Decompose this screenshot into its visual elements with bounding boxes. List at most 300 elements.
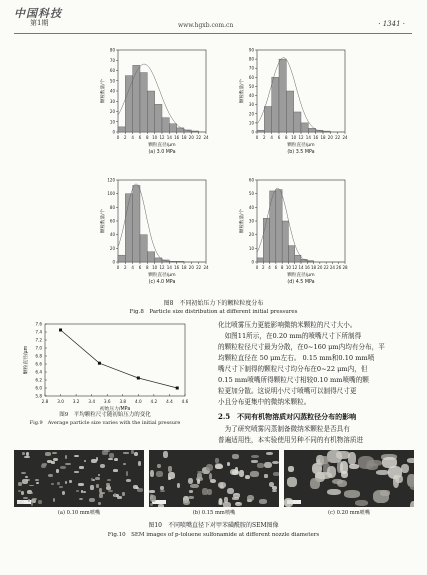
particle <box>74 471 79 473</box>
y-tick-label: 50 <box>109 78 115 84</box>
histogram-bar <box>133 185 140 262</box>
particle <box>150 503 153 507</box>
particle <box>197 473 202 478</box>
particle <box>126 471 128 476</box>
particle <box>65 455 67 459</box>
figure-9-caption-en: Fig.9 Average particle size varies with the initial pressure <box>29 420 181 426</box>
y-tick-label: 20 <box>109 245 115 251</box>
particle <box>232 454 238 458</box>
particle <box>327 466 337 478</box>
y-tick-label: 20 <box>248 111 254 117</box>
data-point <box>59 329 62 332</box>
particle <box>197 479 200 484</box>
histogram-bar <box>140 73 147 132</box>
x-tick-label: 14 <box>166 265 172 270</box>
particle <box>168 472 175 478</box>
particle <box>266 452 273 455</box>
y-tick-label: 5.8 <box>35 393 42 399</box>
histogram-bar <box>257 258 263 262</box>
x-tick-label: 20 <box>188 265 194 270</box>
particle <box>90 485 94 490</box>
x-tick-label: 2 <box>263 135 266 140</box>
particle <box>51 483 53 486</box>
particle <box>29 492 33 494</box>
particle <box>219 498 222 505</box>
x-tick-label: 18 <box>181 265 187 270</box>
sem-label-a: (a) 0.10 mm喷嘴 <box>57 510 101 516</box>
histogram-bar <box>294 112 301 132</box>
histogram-bar <box>169 124 176 132</box>
header-rule <box>14 33 412 34</box>
x-tick-label: 24 <box>203 135 209 140</box>
particle <box>52 452 56 454</box>
particle <box>29 485 34 487</box>
x-tick-label: 20 <box>317 265 323 270</box>
sem-image-b <box>149 450 279 507</box>
x-tick-label: 16 <box>174 135 180 140</box>
x-tick-label: 16 <box>313 135 319 140</box>
histogram-bar <box>118 127 125 132</box>
particle <box>202 488 207 495</box>
y-tick-label: 30 <box>109 98 115 104</box>
data-point <box>176 387 179 390</box>
particle <box>98 474 100 476</box>
particle <box>22 479 27 484</box>
y-tick-label: 80 <box>248 56 254 62</box>
y-tick-label: 70 <box>248 65 254 71</box>
particle <box>100 492 105 494</box>
histogram-bar <box>118 255 125 262</box>
particle <box>336 451 350 459</box>
particle <box>21 472 27 474</box>
x-tick-label: 3.6 <box>103 399 111 404</box>
particle <box>38 500 42 504</box>
histogram-bar <box>125 194 132 262</box>
y-tick-label: 60 <box>248 177 254 183</box>
particle <box>272 490 277 492</box>
particle <box>76 490 79 492</box>
x-tick-label: 3.4 <box>88 399 96 404</box>
particle <box>259 499 268 503</box>
particle <box>35 479 39 481</box>
particle <box>157 464 160 469</box>
text-line: 为了研究喷雾闪蒸制备微纳米颗粒是否具有 <box>218 425 350 433</box>
particle <box>401 464 409 473</box>
histogram-panel <box>238 48 348 156</box>
data-point <box>137 377 140 380</box>
x-axis-label: 颗粒直径/μm <box>287 273 315 278</box>
particle <box>95 477 100 480</box>
particle <box>207 489 211 495</box>
figure-9-caption-cn: 图9 平均颗粒尺寸随初始压力的变化 <box>59 412 151 418</box>
particle <box>376 470 388 475</box>
journal-issue: 第1期 <box>30 19 49 27</box>
x-tick-label: 22 <box>335 135 341 140</box>
particle <box>188 478 193 484</box>
y-tick-label: 0 <box>251 129 254 135</box>
particle <box>223 502 231 507</box>
x-axis-label: 颗粒直径/μm <box>148 273 176 278</box>
particle <box>284 498 293 506</box>
particle <box>56 469 59 473</box>
histogram-panel <box>99 178 209 286</box>
x-tick-label: 0 <box>255 135 259 140</box>
histogram-bar <box>264 106 271 132</box>
y-tick-label: 10 <box>109 119 115 125</box>
text-line: 粒更加分散。这说明小尺寸喷嘴可以制得尺寸更 <box>218 387 357 395</box>
particle <box>107 479 111 481</box>
particle <box>264 462 272 468</box>
particle <box>247 495 254 501</box>
histogram-bar <box>162 118 169 132</box>
histogram-panel <box>99 48 209 156</box>
particle <box>366 463 378 470</box>
y-tick-label: 7.2 <box>35 337 42 343</box>
x-tick-label: 8 <box>285 135 288 140</box>
x-tick-label: 3.8 <box>119 399 127 404</box>
histogram-bar <box>279 59 286 132</box>
particle <box>410 501 414 507</box>
histogram-bar <box>257 130 264 132</box>
x-tick-label: 6 <box>274 265 278 270</box>
y-tick-label: 0 <box>112 259 115 265</box>
particle <box>117 496 122 499</box>
y-tick-label: 40 <box>109 88 115 94</box>
x-tick-label: 6 <box>277 135 281 140</box>
histogram-bar <box>147 252 154 262</box>
particle <box>395 475 403 484</box>
y-tick-label: 40 <box>248 204 254 210</box>
particle <box>168 466 172 472</box>
particle <box>60 466 66 469</box>
x-tick-label: 8 <box>146 265 149 270</box>
particle <box>337 480 347 487</box>
panel-label: (a) 3.0 MPa <box>148 150 176 155</box>
body-paragraph-2 <box>218 424 418 446</box>
particle <box>24 456 30 458</box>
particle <box>250 471 259 476</box>
y-tick-label: 120 <box>107 177 115 183</box>
histogram-bar <box>147 91 154 132</box>
particle <box>272 486 277 490</box>
particle <box>257 463 263 468</box>
x-tick-label: 0 <box>116 135 120 140</box>
particle <box>100 464 105 469</box>
x-tick-label: 20 <box>188 135 194 140</box>
text-line: 嘴尺寸下制得的颗粒尺寸均分布在0~22 μm内，但 <box>218 365 368 373</box>
particle <box>251 455 259 458</box>
x-tick-label: 2 <box>262 265 265 270</box>
x-axis-label: 颗粒直径/μm <box>287 143 315 148</box>
particle <box>96 457 99 461</box>
text-line: 的颗粒粒径尺寸最为分散，在0~160 μm内均有分布，平 <box>218 343 385 351</box>
x-tick-label: 14 <box>166 135 172 140</box>
particle <box>224 497 228 503</box>
particle <box>355 500 368 506</box>
figure-10-caption-cn: 图10 不同喷嘴直径下对甲苯磺酰胺的SEM图像 <box>148 522 279 529</box>
histogram-bar <box>263 218 269 262</box>
particle <box>83 491 85 493</box>
x-tick-label: 24 <box>203 265 209 270</box>
x-tick-label: 24 <box>342 135 348 140</box>
x-tick-label: 26 <box>336 265 342 270</box>
particle <box>65 463 71 465</box>
particle <box>138 461 141 466</box>
particle <box>232 470 240 474</box>
histogram-bar <box>155 104 162 132</box>
x-tick-label: 3.0 <box>57 399 64 404</box>
histogram-bar <box>286 91 293 132</box>
x-tick-label: 4.4 <box>166 399 173 404</box>
particle <box>62 491 65 495</box>
x-tick-label: 18 <box>181 135 187 140</box>
particle <box>31 502 33 506</box>
particle <box>18 482 22 486</box>
sem-image-a <box>14 450 144 507</box>
histogram-bar <box>276 190 282 262</box>
x-tick-label: 20 <box>327 135 333 140</box>
particle <box>133 485 138 489</box>
x-tick-label: 6 <box>138 135 142 140</box>
particle <box>114 458 118 461</box>
particle <box>150 470 154 477</box>
y-tick-label: 7.0 <box>35 345 42 351</box>
y-tick-label: 7.6 <box>35 321 42 327</box>
x-tick-label: 10 <box>152 265 158 270</box>
figure-8-histograms <box>0 38 427 298</box>
particle <box>235 502 242 506</box>
y-tick-label: 6.4 <box>35 369 42 375</box>
particle <box>53 458 58 461</box>
x-tick-label: 12 <box>159 265 165 270</box>
particle <box>190 484 199 489</box>
x-tick-label: 18 <box>311 265 317 270</box>
x-tick-label: 0 <box>116 265 120 270</box>
journal-logo: 中国科技 <box>14 7 62 20</box>
particle <box>206 464 213 471</box>
y-tick-label: 80 <box>109 47 115 53</box>
histogram-bar <box>288 246 294 262</box>
particle <box>264 474 267 478</box>
particle <box>340 461 349 473</box>
particle <box>218 482 226 489</box>
particle <box>239 470 244 476</box>
y-tick-label: 6.0 <box>35 385 42 391</box>
x-tick-label: 10 <box>285 265 291 270</box>
body-paragraph-1 <box>218 320 418 408</box>
particle <box>59 486 63 489</box>
histogram-bar <box>125 76 132 132</box>
particle <box>32 498 38 501</box>
particle <box>189 490 194 493</box>
histogram-bar <box>282 221 288 262</box>
histogram-bar <box>316 130 323 132</box>
y-tick-label: 50 <box>248 191 254 197</box>
text-line: 小且分布更集中的微纳米颗粒。 <box>218 398 311 406</box>
x-axis-label: 初始压力/MPa <box>99 407 131 412</box>
x-tick-label: 4 <box>131 265 134 270</box>
particle <box>106 483 109 486</box>
y-tick-label: 50 <box>248 83 254 89</box>
particle <box>215 464 223 469</box>
line-chart-plot <box>22 322 189 413</box>
y-tick-label: 10 <box>248 120 254 126</box>
y-tick-label: 10 <box>248 245 254 251</box>
histogram-bar <box>308 128 315 132</box>
y-tick-label: 0 <box>112 129 115 135</box>
particle <box>188 496 193 499</box>
y-tick-label: 7.4 <box>35 329 42 335</box>
particle <box>287 477 297 487</box>
figure-10-caption-en: Fig.10 SEM images of p-toluene sulfonamide at different nozzle diameters <box>107 532 320 538</box>
page-number: · 1341 · <box>378 20 405 28</box>
y-axis-label: 颗粒直径/μm <box>24 345 29 375</box>
text-line: 0.15 mm喷嘴所得颗粒尺寸相较0.10 mm喷嘴的颗 <box>218 376 369 384</box>
x-tick-label: 2.8 <box>41 399 49 404</box>
histogram-bar <box>140 235 147 262</box>
particle <box>21 491 24 495</box>
particle <box>89 498 95 502</box>
x-tick-label: 4.0 <box>134 399 142 404</box>
x-tick-label: 14 <box>305 135 311 140</box>
particle <box>183 500 191 506</box>
particle <box>373 490 389 503</box>
y-axis-label: 颗粒数量/个 <box>101 78 106 104</box>
particle <box>177 483 180 488</box>
x-tick-label: 10 <box>291 135 297 140</box>
particle <box>160 490 166 493</box>
particle <box>53 498 55 502</box>
particle <box>288 466 294 472</box>
particle <box>150 495 156 502</box>
particle <box>99 493 103 498</box>
particle <box>320 456 329 464</box>
x-tick-label: 22 <box>196 265 202 270</box>
particle <box>79 498 82 501</box>
particle <box>98 502 101 505</box>
y-axis-label: 颗粒数量/个 <box>240 78 245 104</box>
y-tick-label: 60 <box>109 68 115 73</box>
x-tick-label: 16 <box>304 265 310 270</box>
particle <box>344 490 360 498</box>
y-tick-label: 100 <box>107 191 115 197</box>
sem-label-b: (b) 0.15 mm喷嘴 <box>192 510 236 516</box>
particle <box>20 500 24 504</box>
particle <box>123 463 126 465</box>
y-tick-label: 30 <box>248 102 254 108</box>
x-tick-label: 24 <box>329 265 335 270</box>
journal-url[interactable]: www.hgxb.com.cn <box>178 22 234 29</box>
x-tick-label: 8 <box>280 265 284 270</box>
y-tick-label: 20 <box>248 232 254 238</box>
x-tick-label: 4 <box>268 265 271 270</box>
y-tick-label: 40 <box>248 93 254 99</box>
x-tick-label: 2 <box>124 135 127 140</box>
x-tick-label: 14 <box>298 265 304 270</box>
particle <box>272 461 279 465</box>
data-point <box>98 362 101 365</box>
particle <box>156 471 163 477</box>
particle <box>36 482 39 484</box>
x-tick-label: 16 <box>174 265 180 270</box>
x-tick-label: 8 <box>146 135 149 140</box>
particle <box>245 475 250 479</box>
particle <box>327 489 341 495</box>
particle <box>123 452 129 454</box>
particle <box>48 474 53 477</box>
x-tick-label: 4.2 <box>150 399 158 404</box>
y-axis-label: 颗粒数量/个 <box>240 208 245 234</box>
particle <box>79 466 84 469</box>
particle <box>41 464 46 468</box>
particle <box>227 462 231 466</box>
particle <box>57 482 60 485</box>
particle <box>410 484 414 490</box>
particle <box>74 455 79 458</box>
histogram-bar <box>133 65 140 132</box>
particle <box>158 504 164 507</box>
sem-label-c: (c) 0.20 mm喷嘴 <box>327 510 370 516</box>
x-tick-label: 3.2 <box>72 399 80 404</box>
x-tick-label: 12 <box>292 265 298 270</box>
text-line: 如图11所示，在0.20 mm的喷嘴尺寸下所制得 <box>218 332 362 340</box>
x-tick-label: 22 <box>196 135 202 140</box>
histogram-panel <box>238 178 348 286</box>
y-tick-label: 6.8 <box>35 353 42 359</box>
y-tick-label: 30 <box>248 218 254 224</box>
particle <box>45 452 51 455</box>
y-tick-label: 80 <box>109 204 115 210</box>
y-axis-label: 颗粒数量/个 <box>101 208 106 234</box>
histogram-bar <box>270 191 276 262</box>
y-tick-label: 6.6 <box>35 361 42 367</box>
particle <box>69 480 72 483</box>
particle <box>407 458 414 463</box>
particle <box>232 497 239 499</box>
y-tick-label: 40 <box>109 232 115 238</box>
series-line <box>61 330 178 388</box>
particle <box>65 481 67 484</box>
histogram-bar <box>301 123 308 132</box>
page-header <box>0 0 427 40</box>
x-axis-label: 颗粒直径/μm <box>148 143 176 148</box>
sem-image-c <box>284 450 414 507</box>
particle <box>108 458 114 460</box>
histogram-bar <box>272 77 279 132</box>
particle <box>126 479 131 482</box>
panel-label: (b) 3.5 MPa <box>287 150 315 155</box>
particle <box>273 472 279 475</box>
y-tick-label: 0 <box>251 259 254 265</box>
x-tick-label: 4 <box>131 135 134 140</box>
figure-8-caption-cn: 图8 不同初始压力下的颗粒粒度分布 <box>163 300 264 307</box>
x-tick-label: 4 <box>270 135 273 140</box>
particle <box>114 493 116 497</box>
y-tick-label: 70 <box>109 57 115 63</box>
x-tick-label: 12 <box>298 135 304 140</box>
panel-label: (c) 4.0 MPa <box>148 280 176 285</box>
particle <box>84 460 86 462</box>
y-tick-label: 6.2 <box>35 377 42 383</box>
x-tick-label: 4.6 <box>181 399 189 404</box>
particle <box>23 497 28 499</box>
x-tick-label: 12 <box>159 135 165 140</box>
particle <box>108 490 113 492</box>
section-title-2-5: 2.5 不同有机物溶质对闪蒸粒径分布的影响 <box>218 412 357 421</box>
y-tick-label: 60 <box>248 74 254 80</box>
particle <box>163 451 167 458</box>
particle <box>149 490 155 493</box>
